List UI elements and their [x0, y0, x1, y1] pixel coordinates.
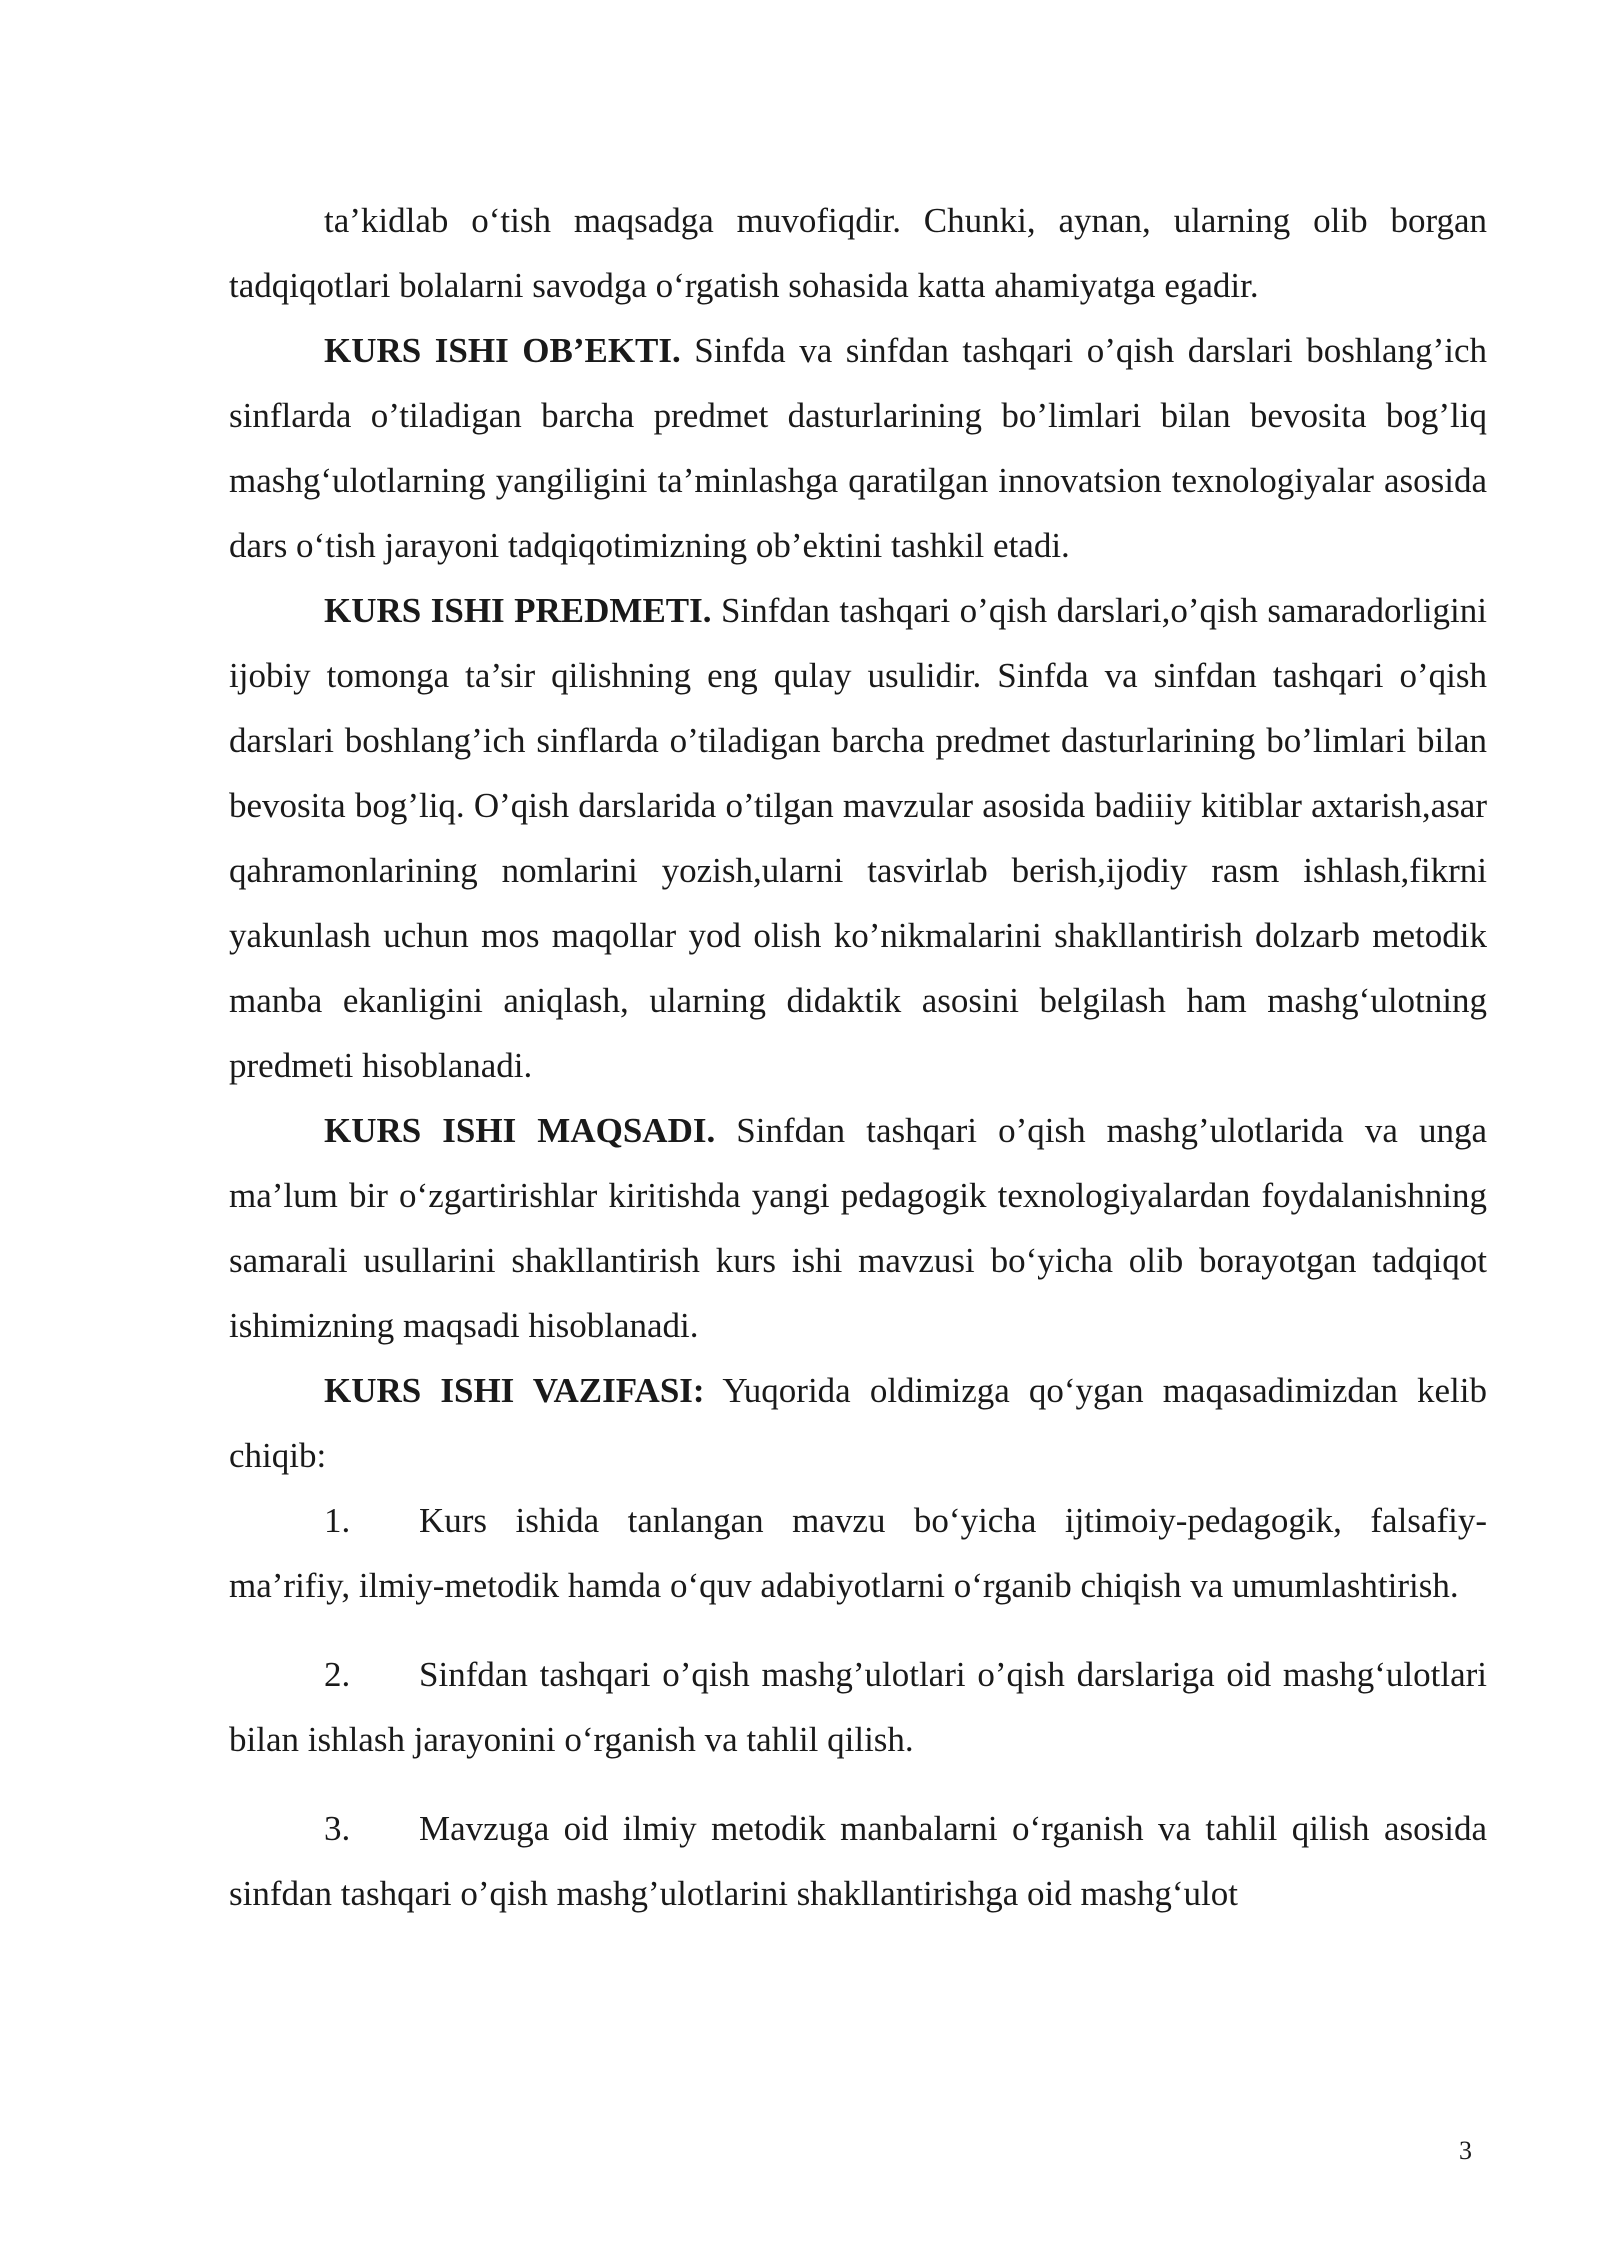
paragraph-text: Sinfdan tashqari o’qish mashg’ulotlarida va unga ma’lum bir o‘zgartirishlar kiritishda yangi pedagogik texnologiyalardan foydalanishning samarali usullarini shakllantirish kurs ishi mavzusi bo‘yicha olib borayotgan tadqiqot ishimizning maqsadi hisoblanadi.: [229, 1111, 1487, 1345]
paragraph-text: Yuqorida oldimizga qo‘ygan maqasadimizdan kelib chiqib:: [229, 1371, 1487, 1475]
paragraph-course-subject: [229, 578, 1487, 1098]
paragraph-course-goal: [229, 1098, 1487, 1358]
page-number: 3: [1459, 2136, 1472, 2165]
section-heading-tasks: KURS ISHI VAZIFASI:: [324, 1371, 705, 1410]
section-heading-goal: KURS ISHI MAQSADI.: [324, 1111, 716, 1150]
list-item-number: 1.: [324, 1501, 351, 1540]
list-item-number: 3.: [324, 1809, 351, 1848]
task-list-item: [229, 1796, 1487, 1926]
paragraph-course-object: [229, 318, 1487, 578]
list-item-text: Sinfdan tashqari o’qish mashg’ulotlari o’qish darslariga oid mashg‘ulotlari bilan ishlash jarayonini o‘rganish va tahlil qilish.: [229, 1655, 1487, 1759]
task-list-item: [229, 1488, 1487, 1618]
paragraph-text: ta’kidlab o‘tish maqsadga muvofiqdir. Chunki, aynan, ularning olib borgan tadqiqotlari bolalarni savodga o‘rgatish sohasida katta ahamiyatga egadir.: [229, 201, 1487, 305]
paragraph-intro-continuation: [229, 188, 1487, 318]
list-item-text: Kurs ishida tanlangan mavzu bo‘yicha ijtimoiy-pedagogik, falsafiy-ma’rifiy, ilmiy-metodik hamda o‘quv adabiyotlarni o‘rganib chiqish va umumlashtirish.: [229, 1501, 1487, 1605]
list-item-text: Mavzuga oid ilmiy metodik manbalarni o‘rganish va tahlil qilish asosida sinfdan tashqari o’qish mashg’ulotlarini shakllantirishga oid mashg‘ulot: [229, 1809, 1487, 1913]
task-list-item: [229, 1642, 1487, 1772]
paragraph-text: Sinfdan tashqari o’qish darslari,o’qish samaradorligini ijobiy tomonga ta’sir qilishning eng qulay usulidir. Sinfda va sinfdan tashqari o’qish darslari boshlang’ich sinflarda o’tiladigan barcha predmet dasturlarining bo’limlari bilan bevosita bog’liq. O’qish darslarida o’tilgan mavzular asosida badiiiy kitiblar axtarish,asar qahramonlarining nomlarini yozish,ularni tasvirlab berish,ijodiy rasm ishlash,fikrni yakunlash uchun mos maqollar yod olish ko’nikmalarini shakllantirish dolzarb metodik manba ekanligini aniqlash, ularning didaktik asosini belgilash ham mashg‘ulotning predmeti hisoblanadi.: [229, 591, 1488, 1085]
section-heading-subject: KURS ISHI PREDMETI.: [324, 591, 712, 630]
list-item-number: 2.: [324, 1655, 351, 1694]
page-body: [229, 188, 1487, 1926]
paragraph-course-tasks: [229, 1358, 1487, 1488]
paragraph-text: Sinfda va sinfdan tashqari o’qish darslari boshlang’ich sinflarda o’tiladigan barcha predmet dasturlarining bo’limlari bilan bevosita bog’liq mashg‘ulotlarning yangiligini ta’minlashga qaratilgan innovatsion texnologiyalar asosida dars o‘tish jarayoni tadqiqotimizning ob’ektini tashkil etadi.: [229, 331, 1488, 565]
section-heading-object: KURS ISHI OB’EKTI.: [324, 331, 681, 370]
